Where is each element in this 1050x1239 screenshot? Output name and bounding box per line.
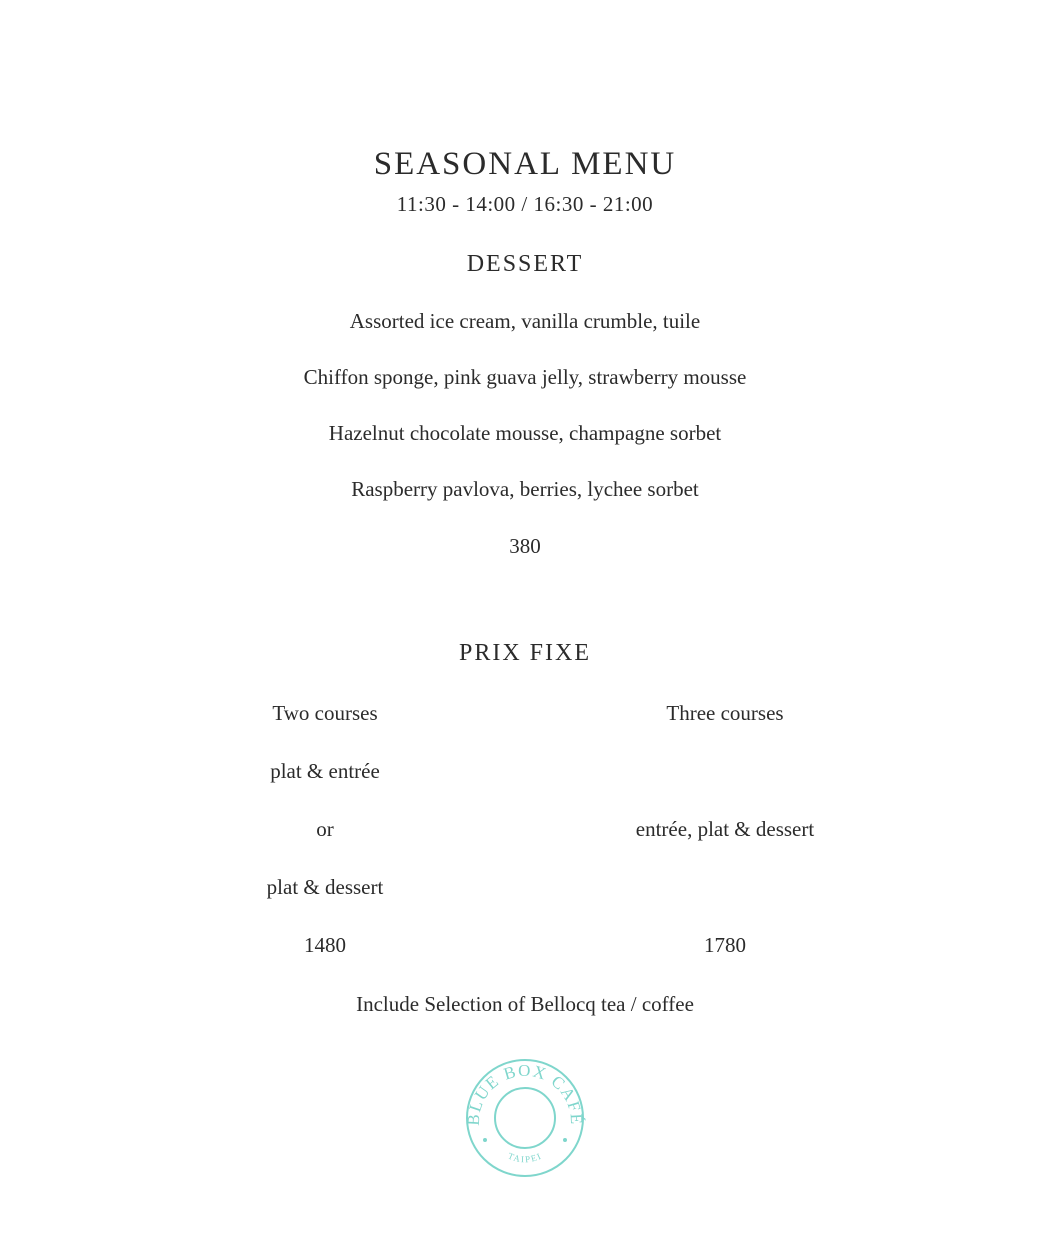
dessert-item: Hazelnut chocolate mousse, champagne sorbet — [328, 421, 722, 445]
opening-hours: 11:30 - 14:00 / 16:30 - 21:00 — [396, 192, 654, 216]
two-courses-option-2: plat & dessert — [266, 875, 384, 899]
two-courses-title: Two courses — [272, 701, 378, 725]
svg-text:BLUE BOX CAFÉ — [464, 1061, 586, 1126]
dessert-heading: DESSERT — [466, 251, 584, 277]
prix-fixe-note: Include Selection of Bellocq tea / coffee — [356, 992, 694, 1016]
menu-title: SEASONAL MENU — [373, 146, 677, 182]
logo-text-top: BLUE BOX CAFÉ — [463, 1060, 587, 1127]
prix-fixe-heading: PRIX FIXE — [458, 640, 591, 666]
three-courses-title: Three courses — [666, 701, 784, 725]
two-courses-price: 1480 — [304, 933, 346, 957]
dessert-item: Chiffon sponge, pink guava jelly, strawberry mousse — [303, 365, 747, 389]
two-courses-option-1: plat & entrée — [270, 759, 380, 783]
logo-text-bottom: TAIPEI — [506, 1150, 544, 1165]
dessert-price: 380 — [509, 534, 541, 558]
dessert-item: Raspberry pavlova, berries, lychee sorbet — [351, 477, 699, 501]
blue-box-cafe-logo — [463, 1056, 587, 1180]
three-courses-option: entrée, plat & dessert — [635, 817, 815, 841]
three-courses-price: 1780 — [704, 933, 746, 957]
svg-text:TAIPEI — [506, 1151, 543, 1165]
two-courses-or: or — [316, 817, 334, 841]
dessert-item: Assorted ice cream, vanilla crumble, tuile — [349, 309, 701, 333]
